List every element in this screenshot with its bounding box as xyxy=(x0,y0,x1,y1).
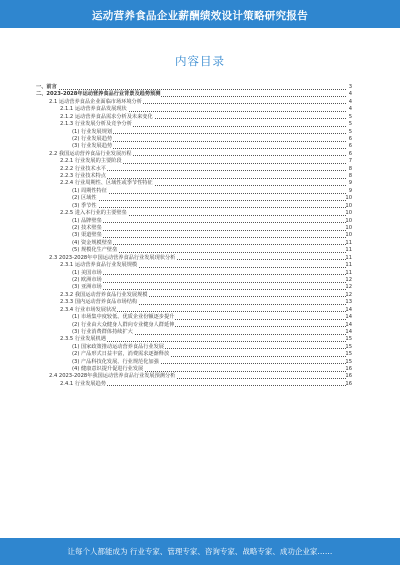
toc-entry-page: 11 xyxy=(345,262,352,269)
toc-entry-label: (2) 区域性 xyxy=(72,195,97,202)
toc-entry-label: (2) 行业由大众健身人群向专业健身人群延伸 xyxy=(72,321,175,328)
toc-entry-page: 14 xyxy=(345,321,352,328)
toc-entry-page: 15 xyxy=(345,336,352,343)
toc-entry-label: (4) 资金规模壁垒 xyxy=(72,239,113,246)
toc-entry-label: (1) 周期性特征 xyxy=(72,187,107,194)
toc-entry[interactable] xyxy=(36,262,352,269)
toc-entry-page: 14 xyxy=(345,328,352,335)
toc-entry-page: 10 xyxy=(345,210,352,217)
toc-entry-page: 16 xyxy=(345,366,352,373)
toc-entry-page: 15 xyxy=(345,343,352,350)
toc-entry-label: 2.3.2 我国运动营养食品行业发展规模 xyxy=(60,291,148,298)
toc-entry[interactable] xyxy=(36,106,352,113)
toc-entry-label: 二、2023-2028年运动营养食品行业背景及趋势预测 xyxy=(36,91,161,98)
toc-entry[interactable] xyxy=(36,218,352,225)
toc-entry-page: 12 xyxy=(345,276,352,283)
toc-entry-page: 16 xyxy=(345,380,352,387)
toc-entry-label: 2.4.1 行业发展趋势 xyxy=(60,380,106,387)
toc-entry-label: (3) 行业消费群体持续扩大 xyxy=(72,328,133,335)
footer-slogan: 让每个人都能成为 行业专家、管理专家、咨询专家、战略专家、成功企业家…… xyxy=(67,547,333,556)
toc-entry-page: 3 xyxy=(348,84,352,90)
toc-entry-page: 6 xyxy=(348,150,352,157)
toc-entry[interactable] xyxy=(36,336,352,343)
toc-entry-label: (2) 行业发展趋势 xyxy=(72,135,113,142)
toc-entry-label: (3) 渠道壁垒 xyxy=(72,232,102,239)
toc-entry[interactable] xyxy=(36,166,352,173)
toc-entry[interactable] xyxy=(36,129,352,136)
dot-leader xyxy=(72,282,346,283)
toc-entry-label: 2.2.4 行业周期性、区域性或季节性特征 xyxy=(60,180,153,187)
toc-entry-label: 2.4 2023-2028年我国运动营养食品行业发展预测分析 xyxy=(49,373,176,380)
toc-entry-label: (3) 亚洲市场 xyxy=(72,284,102,291)
toc-entry-label: 2.1.2 运动营养食品需求分析及未来变化 xyxy=(60,113,153,120)
toc-entry-page: 10 xyxy=(345,232,352,239)
dot-leader xyxy=(72,193,346,194)
dot-leader xyxy=(72,289,346,290)
dot-leader xyxy=(72,200,346,201)
toc-entry-page: 8 xyxy=(348,165,352,172)
toc-entry-page: 5 xyxy=(348,113,352,120)
header-banner xyxy=(0,0,400,28)
dot-leader xyxy=(36,89,346,90)
toc-entry-label: 2.1.3 行业发展分析及竞争分析 xyxy=(60,121,132,128)
toc-entry-label: (2) 产品形式日益丰富，消费需求逐渐释放 xyxy=(72,351,170,358)
toc-entry-label: (1) 美国市场 xyxy=(72,269,102,276)
toc-entry-label: (1) 品牌壁垒 xyxy=(72,217,102,224)
toc-entry-page: 15 xyxy=(345,358,352,365)
toc-entry-page: 11 xyxy=(345,247,352,254)
toc-entry-label: (2) 技术壁垒 xyxy=(72,225,102,232)
toc-entry[interactable] xyxy=(36,158,352,165)
toc-entry-page: 11 xyxy=(345,269,352,276)
toc-entry[interactable] xyxy=(36,247,352,254)
toc-entry-page: 4 xyxy=(348,91,352,98)
toc-entry-label: 2.3.1 运动营养食品行业发展规模 xyxy=(60,262,138,269)
toc-entry-page: 7 xyxy=(348,158,352,165)
toc-entry-page: 10 xyxy=(345,217,352,224)
toc-entry-label: 2.3 2023-2028年中国运动营养食品行业发展现状分析 xyxy=(49,254,176,261)
toc-entry-page: 13 xyxy=(345,299,352,306)
toc-entry[interactable] xyxy=(36,322,352,329)
dot-leader xyxy=(72,230,346,231)
toc-entry-label: 一、前言 xyxy=(36,84,57,90)
toc-entry-label: 2.2.3 行业技术特点 xyxy=(60,173,106,180)
toc-entry-page: 6 xyxy=(348,143,352,150)
dot-leader xyxy=(72,274,346,275)
toc-entry-page: 8 xyxy=(348,173,352,180)
toc-entry-page: 14 xyxy=(345,306,352,313)
toc-entry-page: 5 xyxy=(348,121,352,128)
table-of-contents xyxy=(36,84,352,388)
toc-entry[interactable] xyxy=(36,121,352,128)
toc-entry-page: 9 xyxy=(348,180,352,187)
toc-entry-label: (5) 规模化生产壁垒 xyxy=(72,247,118,254)
dot-leader xyxy=(72,222,346,223)
toc-entry-label: 2.3.3 国内运动营养食品市场结构 xyxy=(60,299,138,306)
toc-entry[interactable] xyxy=(36,195,352,202)
toc-entry-page: 10 xyxy=(345,202,352,209)
toc-entry[interactable] xyxy=(36,307,352,314)
toc-entry[interactable] xyxy=(36,180,352,187)
toc-entry-label: (1) 市场集中度较低、优质企业份额逐步提升 xyxy=(72,314,175,321)
toc-entry-page: 12 xyxy=(345,291,352,298)
toc-entry-label: (3) 产品科技化发展、行业规范化加强 xyxy=(72,358,159,365)
toc-entry-page: 11 xyxy=(345,254,352,261)
toc-entry-label: (2) 欧洲市场 xyxy=(72,276,102,283)
toc-entry-page: 6 xyxy=(348,135,352,142)
toc-entry-page: 4 xyxy=(348,98,352,105)
toc-entry[interactable] xyxy=(36,270,352,277)
toc-entry-label: (4) 健康意识提升促进行业发展 xyxy=(72,366,144,373)
toc-entry-label: (1) 行业发展规划 xyxy=(72,128,113,135)
toc-entry-page: 10 xyxy=(345,195,352,202)
toc-entry-page: 4 xyxy=(348,106,352,113)
toc-entry[interactable] xyxy=(36,232,352,239)
toc-entry-label: 2.2.1 行业发展的主要阶段 xyxy=(60,158,122,165)
toc-entry-label: 2.2.5 进入本行业的主要壁垒 xyxy=(60,210,127,217)
toc-entry-label: 2.2 我国运动营养食品行业发展历程 xyxy=(49,150,132,157)
toc-entry[interactable] xyxy=(36,255,352,262)
toc-entry[interactable] xyxy=(36,373,352,380)
toc-entry-label: 2.3.5 行业发展机遇 xyxy=(60,336,106,343)
toc-entry-label: 2.1 运动营养食品企业面临市场环境分析 xyxy=(49,98,142,105)
toc-entry-page: 14 xyxy=(345,314,352,321)
toc-entry[interactable] xyxy=(36,210,352,217)
toc-entry-page: 10 xyxy=(345,225,352,232)
toc-heading: 内容目录 xyxy=(175,54,225,68)
toc-entry-page: 11 xyxy=(345,239,352,246)
toc-entry[interactable] xyxy=(36,359,352,366)
toc-entry[interactable] xyxy=(36,351,352,358)
dot-leader xyxy=(72,207,346,208)
toc-entry-label: (1) 国家政策推动运动营养食品行业发展 xyxy=(72,343,164,350)
toc-entry[interactable] xyxy=(36,314,352,321)
footer-banner xyxy=(0,538,400,565)
toc-entry[interactable] xyxy=(36,299,352,306)
toc-entry-page: 9 xyxy=(348,187,352,194)
toc-entry-label: 2.2.2 行业技术水平 xyxy=(60,165,106,172)
toc-entry-label: (3) 行业发展趋势 xyxy=(72,143,113,150)
dot-leader xyxy=(72,237,346,238)
toc-entry-page: 16 xyxy=(345,373,352,380)
toc-entry-page: 12 xyxy=(345,284,352,291)
toc-entry[interactable] xyxy=(36,284,352,291)
toc-entry-label: 2.1.1 运动营养食品发展现状 xyxy=(60,106,127,113)
toc-entry[interactable] xyxy=(36,381,352,388)
toc-entry-label: 2.3.4 行业市场发展状况 xyxy=(60,306,117,313)
toc-entry[interactable] xyxy=(36,91,352,98)
report-title: 运动营养食品企业薪酬绩效设计策略研究报告 xyxy=(92,10,308,22)
toc-entry-page: 15 xyxy=(345,351,352,358)
toc-entry[interactable] xyxy=(36,114,352,121)
toc-entry-label: (3) 季节性 xyxy=(72,202,97,209)
toc-entry[interactable] xyxy=(36,143,352,150)
toc-entry-page: 5 xyxy=(348,128,352,135)
